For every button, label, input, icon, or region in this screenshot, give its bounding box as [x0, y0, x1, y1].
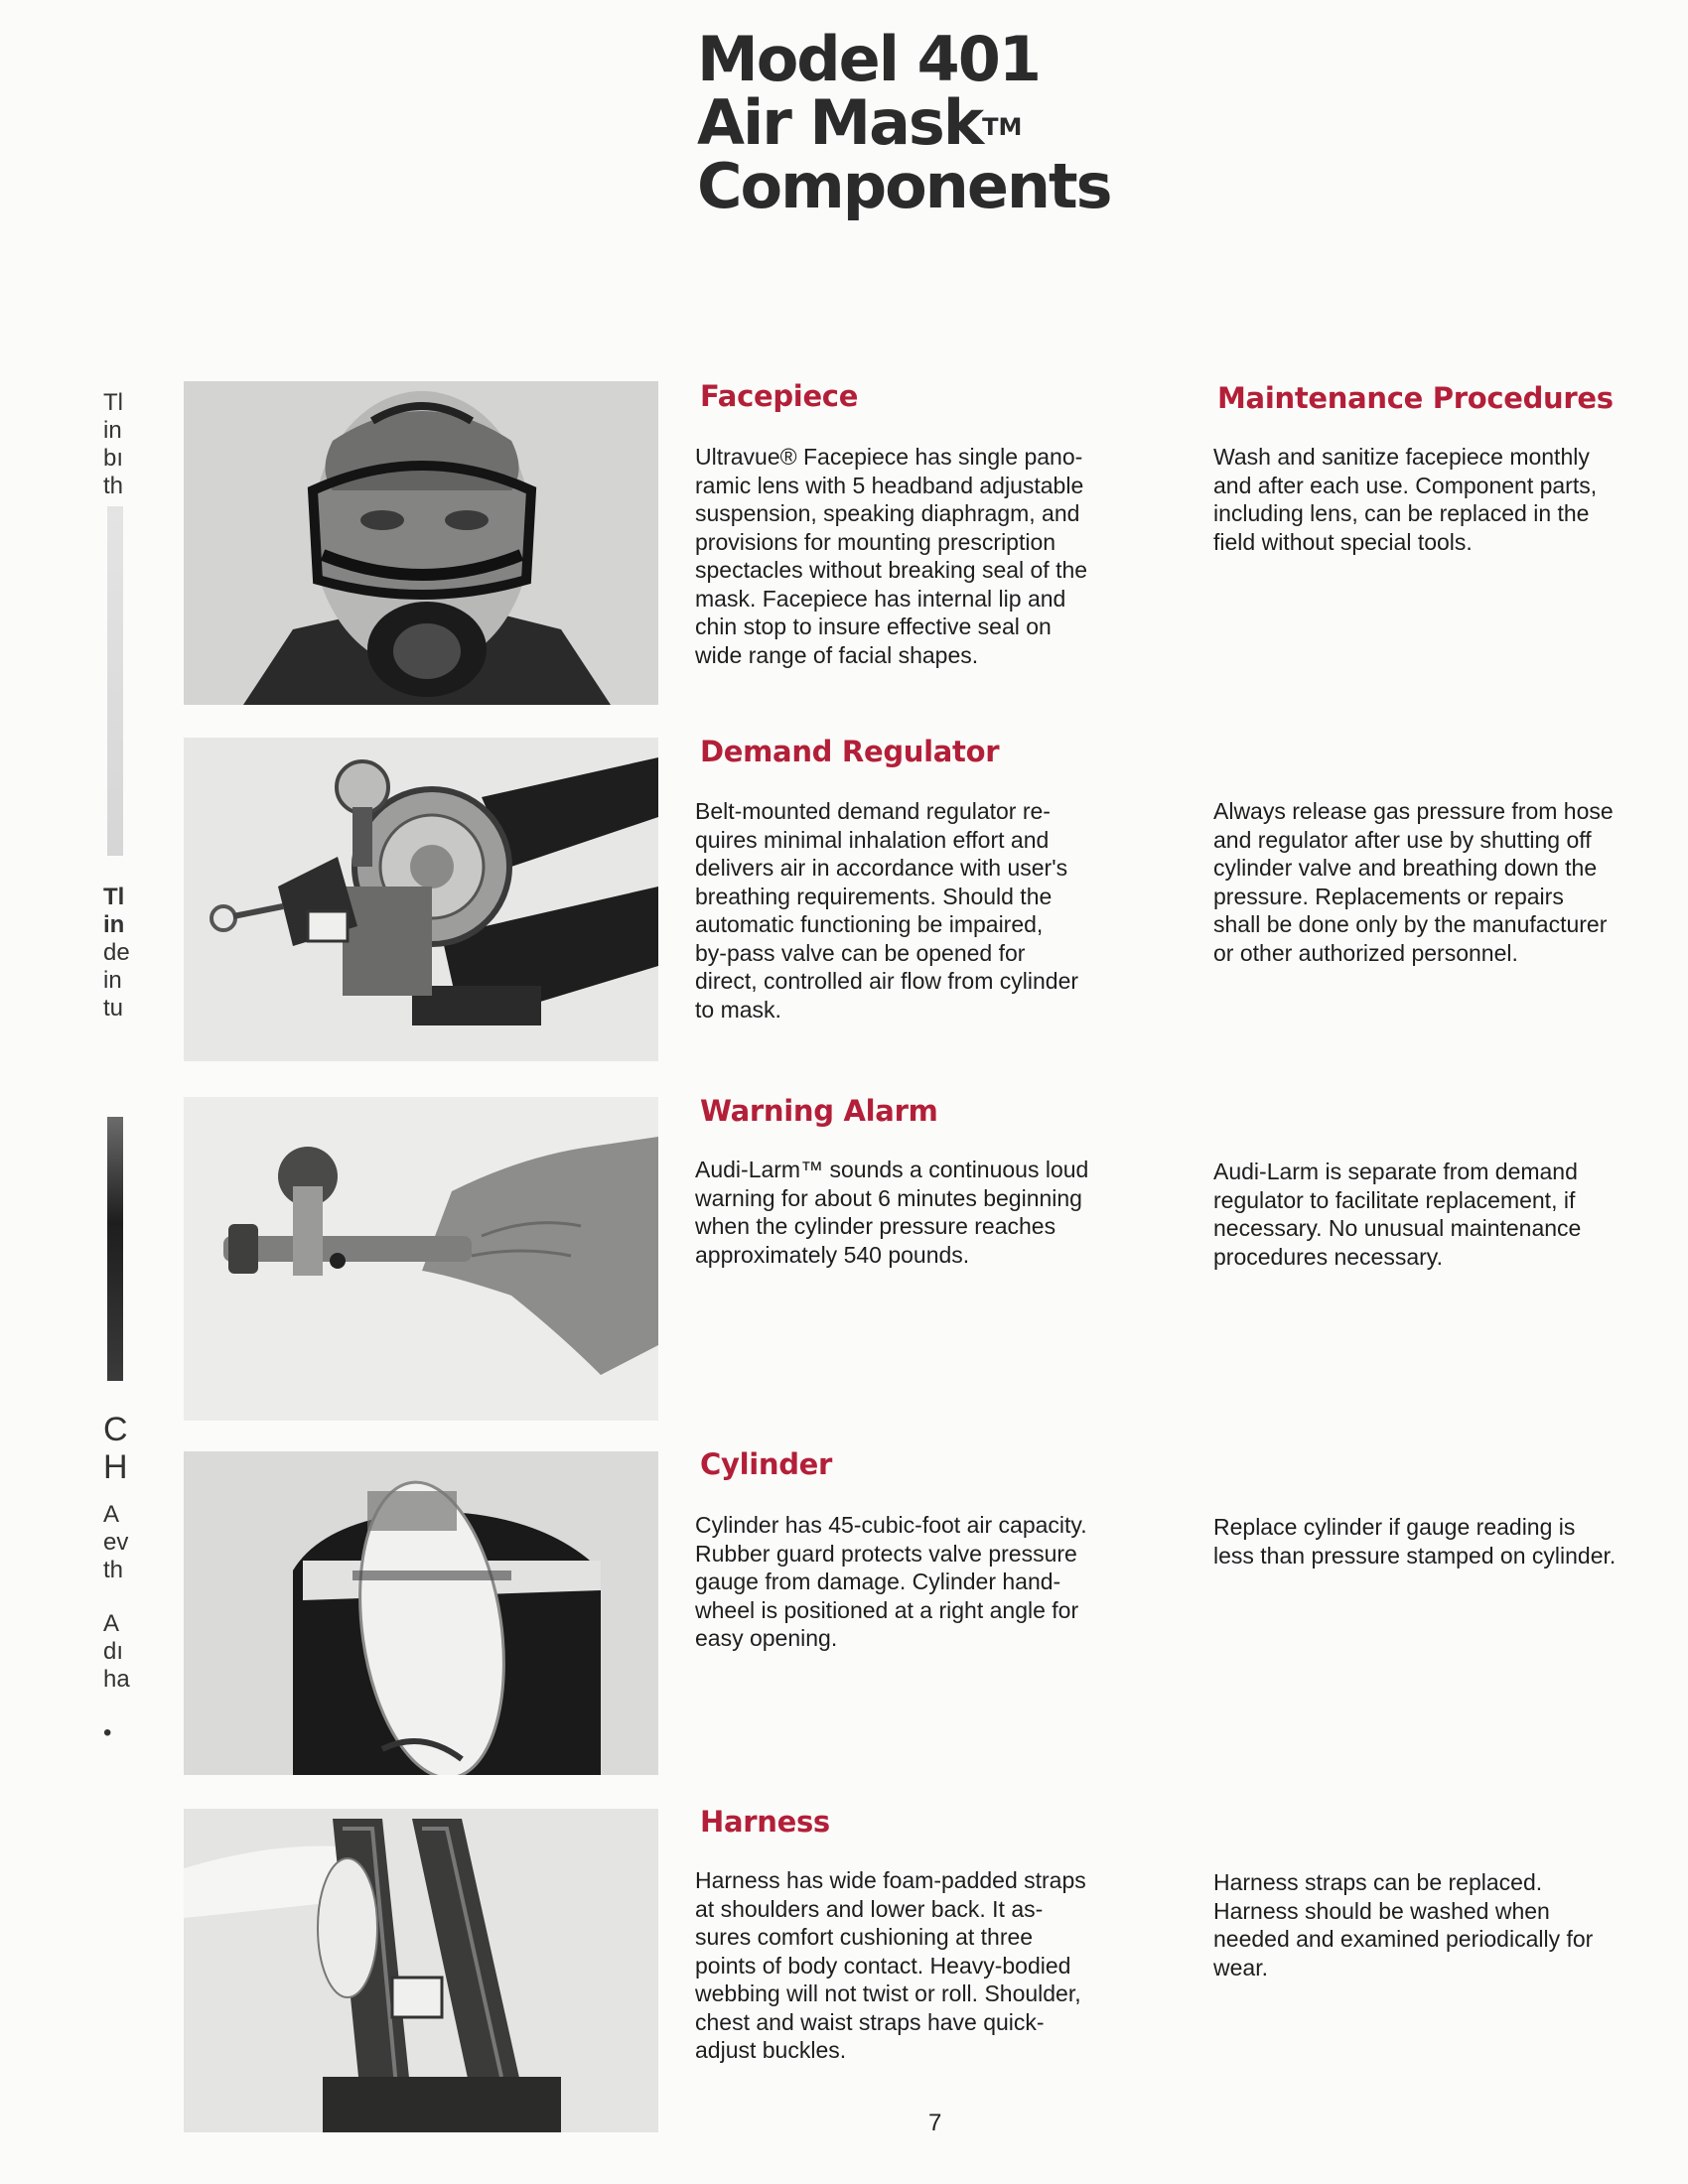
edge-fragment: Tl — [103, 884, 125, 910]
title-line-3: Components — [697, 150, 1111, 222]
maintenance-text: Always release gas pressure from hose and regulator after use by shutting off cylinder valve and breathing down the pressure. Replacements or repairs shall be done only by the manufacturer or other authorized personnel. — [1213, 798, 1614, 966]
title-line-2 — [697, 86, 1111, 159]
edge-fragment: ev — [103, 1529, 129, 1556]
facing-page-edge — [0, 0, 139, 2184]
warning-alarm-photo — [184, 1097, 658, 1421]
facepiece-photo — [184, 381, 658, 705]
maintenance-text: Replace cylinder if gauge reading is less than pressure stamped on cylinder. — [1213, 1514, 1617, 1569]
edge-fragment: in — [103, 911, 125, 938]
component-description: Audi-Larm™ sounds a continuous loud warning for about 6 minutes beginning when the cylinder pressure reaches approximately 540 pounds. — [695, 1157, 1089, 1268]
edge-image-strip — [107, 1117, 123, 1381]
edge-fragment: th — [103, 1557, 124, 1583]
title-line-1: Model 401 — [697, 23, 1040, 95]
page-number: 7 — [928, 2110, 942, 2136]
component-heading: Facepiece — [700, 379, 859, 413]
component-description: Belt-mounted demand regulator re- quires minimal inhalation effort and delivers air in accordance with user's breathing requirements. Should the automatic functioning be impaired, by-pass valve can be opened for direct, controlled air flow from cylinder to mask. — [695, 798, 1079, 1023]
edge-fragment: de — [103, 939, 130, 966]
trademark-symbol: TM — [982, 113, 1023, 141]
edge-fragment: ha — [103, 1666, 130, 1693]
edge-fragment: bı — [103, 445, 124, 472]
harness-photo — [184, 1809, 658, 2132]
title-line-2-text: Air Mask — [697, 86, 983, 159]
page-title — [697, 23, 1111, 222]
edge-fragment: Tl — [103, 389, 123, 416]
edge-fragment: in — [103, 967, 122, 994]
edge-fragment: tu — [103, 995, 124, 1022]
component-heading: Cylinder — [700, 1447, 833, 1481]
maintenance-text: Audi-Larm is separate from demand regulator to facilitate replacement, if necessary. No unusual maintenance procedures necessary. — [1213, 1159, 1582, 1270]
maintenance-text: Harness straps can be replaced. Harness should be washed when needed and examined periodically for wear. — [1213, 1869, 1594, 1980]
component-description: Ultravue® Facepiece has single pano- ramic lens with 5 headband adjustable suspension, speaking diaphragm, and provisions for mounting prescription spectacles without breaking seal of the mask. Facepiece has internal lip and chin stop to insure effective seal on wide range of facial shapes. — [695, 444, 1088, 668]
edge-fragment: A — [103, 1501, 120, 1528]
edge-fragment: in — [103, 417, 122, 444]
edge-fragment: th — [103, 473, 124, 499]
cylinder-photo — [184, 1451, 658, 1775]
demand-regulator-photo — [184, 738, 658, 1061]
edge-fragment: A — [103, 1610, 120, 1637]
component-description: Cylinder has 45-cubic-foot air capacity. Rubber guard protects valve pressure gauge from damage. Cylinder hand- wheel is positioned at a right angle for easy opening. — [695, 1512, 1087, 1651]
maintenance-heading: Maintenance Procedures — [1217, 381, 1614, 415]
edge-image-strip — [107, 506, 123, 856]
maintenance-text: Wash and sanitize facepiece monthly and after each use. Component parts, including lens, can be replaced in the field without special tools. — [1213, 444, 1598, 555]
edge-fragment: dı — [103, 1638, 124, 1665]
edge-fragment: H — [103, 1448, 128, 1486]
component-heading: Warning Alarm — [700, 1094, 938, 1128]
component-heading: Harness — [700, 1805, 830, 1839]
edge-fragment: C — [103, 1411, 128, 1448]
component-description: Harness has wide foam-padded straps at shoulders and lower back. It as- sures comfort cushioning at three points of body contact. Heavy-bodied webbing will not twist or roll. Shoulder, chest and waist straps have quick- adjust buckles. — [695, 1867, 1086, 2063]
edge-fragment: • — [103, 1719, 112, 1746]
component-heading: Demand Regulator — [700, 735, 1000, 768]
